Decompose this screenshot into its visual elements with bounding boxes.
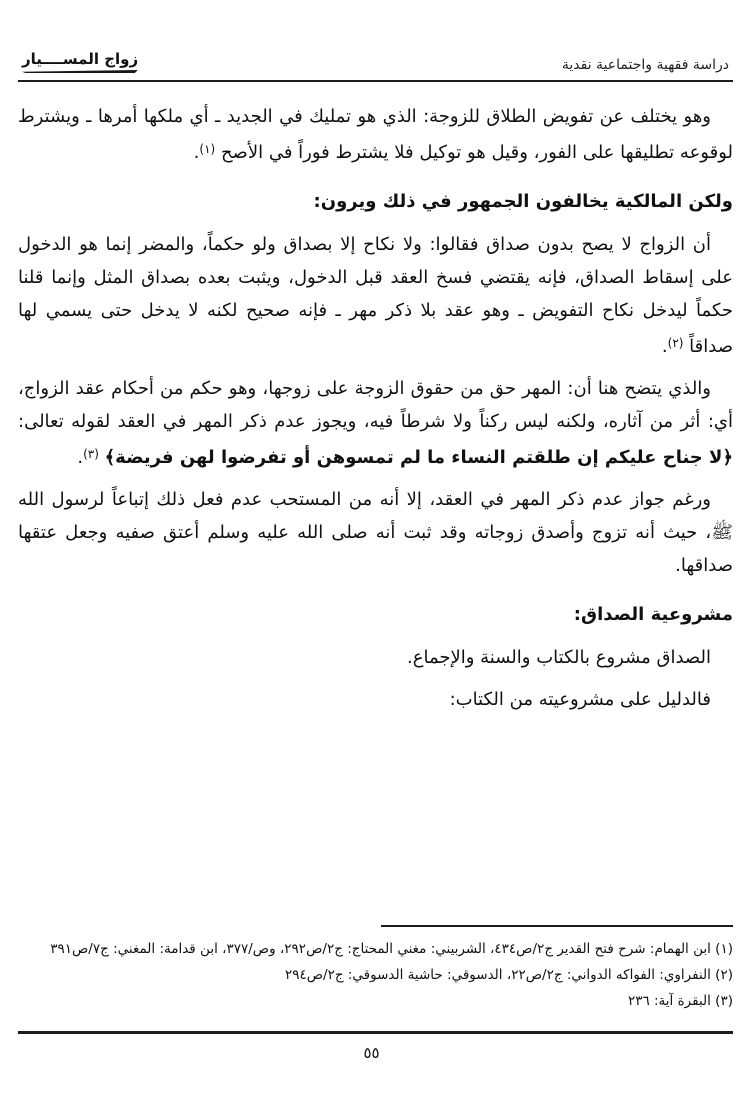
heading-mashruiyyat-sadaq: مشروعية الصداق: <box>573 604 733 625</box>
footnote-ref-1: (١) <box>199 142 216 156</box>
paragraph-text: وهو يختلف عن تفويض الطلاق للزوجة: الذي هو تمليك في الجديد ـ أي ملكها أمرها ـ ويشترط لوقوعه تطليقها على الفور، وقيل هو توكيل فلا يشترط فوراً في الأصح <box>18 106 733 163</box>
paragraph-text: أن الزواج لا يصح بدون صداق فقالوا: ولا نكاح إلا بصداق ولو حكماً، والمضر إنما هو الدخول على إسقاط الصداق، فإنه يقتضي فسخ العقد قبل الدخول، ويثبت بعده بصداق المثل وإنما قلنا حكماً ليدخل نكاح التفويض ـ وهو عقد بلا ذكر مهر ـ فإنه صحيح لكنه لا يدخل حتى يسمي لها صداقاً <box>18 234 733 357</box>
footnote-3: (٣) البقرة آية: ٢٣٦ <box>627 993 733 1009</box>
paragraph-tail: . <box>77 447 84 468</box>
footer-divider <box>18 1031 733 1034</box>
quran-verse: ﴿لا جناح عليكم إن طلقتم النساء ما لم تمسوهن أو تفرضوا لهن فريضة﴾ <box>104 447 733 468</box>
paragraph-malikiyya-view <box>18 228 733 363</box>
footnote-divider <box>381 925 733 927</box>
book-title-block <box>22 50 138 73</box>
study-subtitle: دراسة فقهية واجتماعية نقدية <box>561 57 729 73</box>
title-underline-decoration <box>22 70 138 73</box>
page-header <box>18 50 733 73</box>
paragraph-sadaq-legitimacy <box>18 641 733 674</box>
paragraph-tail: . <box>193 142 200 163</box>
paragraph-mustahabb <box>18 483 733 582</box>
book-title: زواج المســــيار <box>22 50 139 68</box>
heading-malikiyya: ولكن المالكية يخالفون الجمهور في ذلك ويرون: <box>313 191 733 212</box>
paragraph-tail: . <box>661 336 668 357</box>
footnote-ref-2: (٢) <box>667 336 684 350</box>
paragraph-text: والذي يتضح هنا أن: المهر حق من حقوق الزوجة على زوجها، وهو حكم من أحكام عقد الزواج، أي: أثر من آثاره، ولكنه ليس ركناً ولا شرطاً فيه، ويجوز عدم ذكر المهر في العقد لقوله تعالى: <box>18 378 733 432</box>
page-content <box>18 82 733 725</box>
footnote-2: (٢) النفراوي: الفواكه الدواني: ج٢/ص٢٢، الدسوقي: حاشية الدسوقي: ج٢/ص٢٩٤ <box>284 967 733 983</box>
footnotes-section <box>18 925 733 1015</box>
footnote-1: (١) ابن الهمام: شرح فتح القدير ج٢/ص٤٣٤، الشربيني: مغني المحتاج: ج٢/ص٢٩٢، وص/٣٧٧، ابن قدامة: المغني: ج٧/ص٣٩١ <box>50 941 733 957</box>
paragraph-text: ورغم جواز عدم ذكر المهر في العقد، إلا أنه من المستحب عدم فعل ذلك إتباعاً لرسول الله ﷺ، حيث أنه تزوج وأصدق زوجاته وقد ثبت أنه صلى الله عليه وسلم أعتق صفيه وجعل عتقها صداقها. <box>18 489 733 576</box>
footnote-ref-3: (٣) <box>83 447 99 461</box>
paragraph-evidence-intro <box>18 683 733 716</box>
paragraph-mahr-ruling <box>18 372 733 474</box>
page-number: ٥٥ <box>363 1044 380 1062</box>
paragraph-text: فالدليل على مشروعيته من الكتاب: <box>449 689 711 710</box>
paragraph-tafweed <box>18 100 733 169</box>
paragraph-text: الصداق مشروع بالكتاب والسنة والإجماع. <box>407 647 711 668</box>
